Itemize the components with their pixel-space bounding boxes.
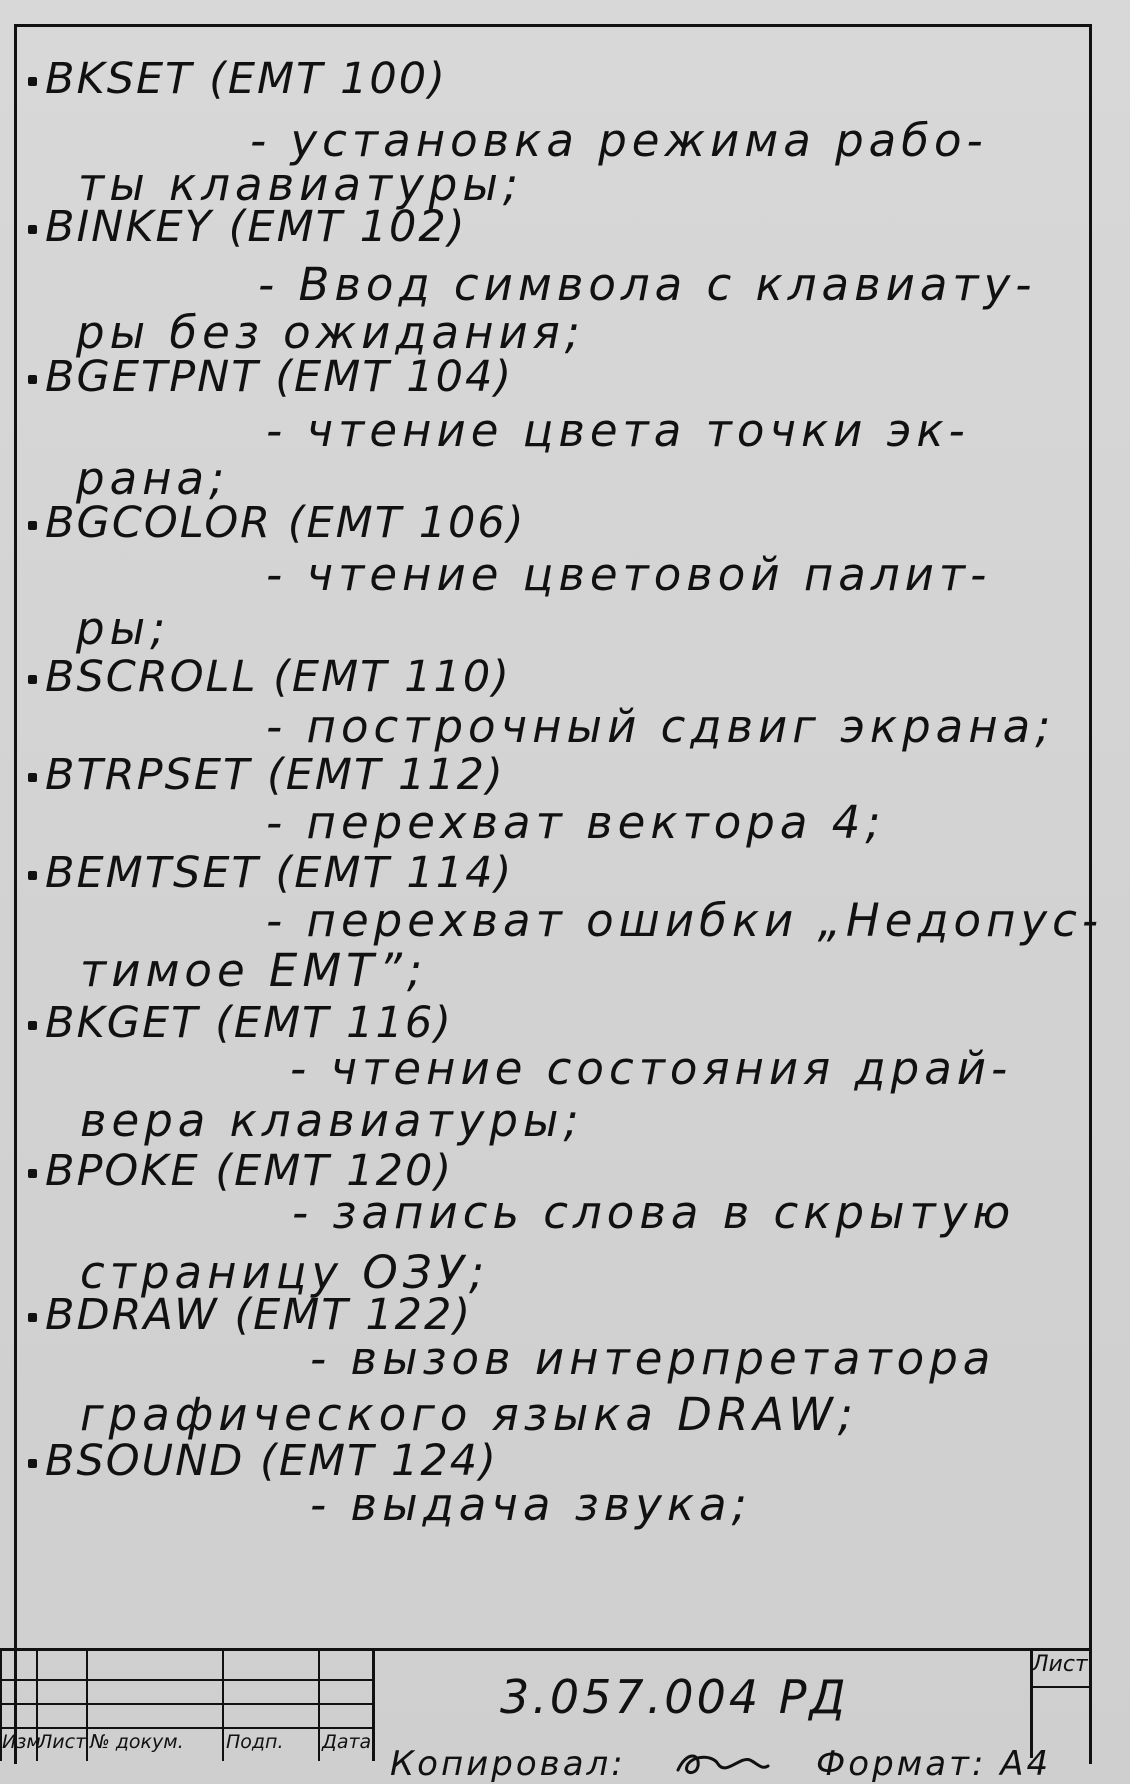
entry-description-cont: вера клавиатуры; bbox=[80, 1094, 584, 1147]
revision-grid bbox=[0, 1651, 372, 1761]
entry-command: BDRAW (EMT 122) bbox=[28, 1294, 472, 1337]
entry-description: - построчный сдвиг экрана; bbox=[266, 700, 1056, 753]
entry-description: - перехват вектора 4; bbox=[266, 796, 886, 849]
entry-command: BKGET (EMT 116) bbox=[28, 1002, 453, 1045]
copied-by-label: Копировал: bbox=[390, 1744, 626, 1784]
entry-command: BINKEY (EMT 102) bbox=[28, 206, 466, 249]
column-label-signature: Подп. bbox=[226, 1731, 284, 1753]
entry-description: - выдача звука; bbox=[310, 1478, 752, 1531]
entry-description: - чтение состояния драй- bbox=[290, 1042, 1013, 1095]
entry-description-cont: рана; bbox=[76, 452, 230, 505]
entry-description: - чтение цветовой палит- bbox=[266, 548, 992, 601]
entry-description: - чтение цвета точки эк- bbox=[266, 404, 970, 457]
entry-command: BTRPSET (EMT 112) bbox=[28, 754, 505, 797]
entry-description-cont: страницу ОЗУ; bbox=[80, 1246, 490, 1299]
entry-description-cont: ты клавиатуры; bbox=[78, 158, 524, 211]
sheet-label: Лист bbox=[1032, 1652, 1088, 1677]
column-label-list: Лист bbox=[38, 1731, 87, 1753]
entry-description: - перехват ошибки „Недопус- bbox=[266, 894, 1104, 947]
entry-description: - Ввод символа с клавиату- bbox=[258, 258, 1037, 311]
entry-command: BKSET (EMT 100) bbox=[28, 58, 447, 101]
column-label-izm: Изм bbox=[2, 1731, 41, 1753]
entry-command: BEMTSET (EMT 114) bbox=[28, 852, 513, 895]
entry-command: BPOKE (EMT 120) bbox=[28, 1150, 453, 1193]
entry-command: BSCROLL (EMT 110) bbox=[28, 656, 511, 699]
format-label: Формат: А4 bbox=[816, 1744, 1052, 1784]
entry-description: - установка режима рабо- bbox=[250, 114, 988, 167]
entry-description: - вызов интерпретатора bbox=[310, 1332, 996, 1385]
sheet-divider bbox=[1030, 1686, 1092, 1688]
entry-description-cont: ры; bbox=[76, 602, 171, 655]
column-label-doc-num: № докум. bbox=[90, 1731, 184, 1753]
entry-description-cont: ры без ожидания; bbox=[76, 306, 585, 359]
handwritten-signature bbox=[674, 1748, 770, 1778]
entry-command: BSOUND (EMT 124) bbox=[28, 1440, 498, 1483]
entry-command: BGETPNT (EMT 104) bbox=[28, 356, 513, 399]
entry-command: BGCOLOR (EMT 106) bbox=[28, 502, 526, 545]
document-code: 3.057.004 РД bbox=[500, 1670, 849, 1724]
entry-description-cont: тимое EMT”; bbox=[80, 944, 428, 997]
entry-description: - запись слова в скрытую bbox=[292, 1186, 1016, 1239]
column-label-date: Дата bbox=[322, 1731, 372, 1753]
entry-description-cont: графического языка DRAW; bbox=[80, 1388, 858, 1441]
